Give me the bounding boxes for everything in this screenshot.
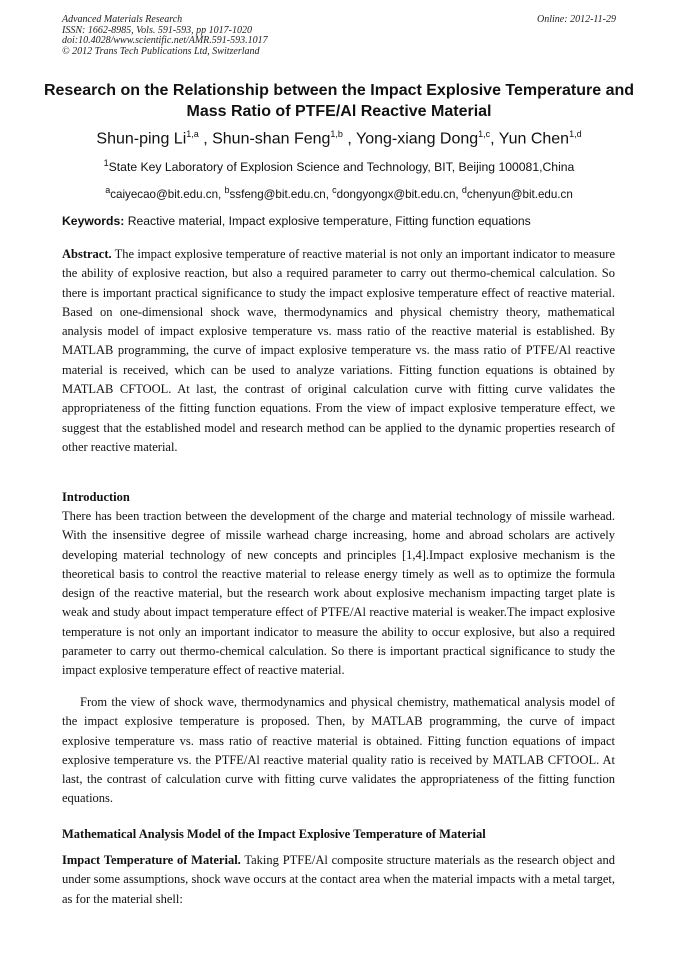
email-mark: d	[461, 185, 467, 195]
paper-title: Research on the Relationship between the Impact Explosive Temperature and Mass Ratio of PTFE/Al Reactive Material	[43, 82, 635, 120]
issn-line: ISSN: 1662-8985, Vols. 591-593, pp 1017-1020	[62, 24, 252, 36]
abstract-label: Abstract.	[62, 247, 112, 261]
introduction-heading: Introduction	[62, 490, 130, 504]
copyright-line: © 2012 Trans Tech Publications Ltd, Switzerland	[62, 45, 260, 57]
abstract	[62, 245, 615, 457]
email-address: caiyecao@bit.edu.cn,	[110, 187, 225, 201]
author-affiliation-mark: 1,b	[330, 129, 343, 139]
keywords-label: Keywords:	[62, 214, 125, 228]
keywords	[62, 213, 622, 229]
email-mark: a	[105, 185, 111, 195]
author-separator: ,	[342, 130, 356, 148]
email-address: dongyongx@bit.edu.cn,	[336, 187, 462, 201]
section-text: Taking PTFE/Al composite structure materials as the research object and under some assumptions, shock wave occurs at the contact area when the material impacts with a metal target, as for the material shell:	[62, 853, 615, 906]
affiliation	[40, 155, 638, 175]
doi-line: doi:10.4028/www.scientific.net/AMR.591-593.1017	[62, 35, 268, 46]
author-name: Yun Chen	[498, 130, 570, 148]
email-list	[30, 182, 648, 203]
keywords-text: Reactive material, Impact explosive temperature, Fitting function equations	[124, 214, 531, 228]
introduction-paragraph-2: From the view of shock wave, thermodynamics and physical chemistry, mathematical analysis model of the impact explosive temperature is proposed. Then, by MATLAB programming, the curve of impact explosive temperature vs. mass ratio of reactive material is obtained. Fitting function equations of impact explosive temperature vs. the PTFE/Al reactive material quality ratio is received by MATLAB CFTOOL. At last, the contrast of calculation curve with fitting curve validates the appropriateness of the fitting function equations.	[62, 695, 615, 806]
abstract-text: The impact explosive temperature of reactive material is not only an important indicator to measure the ability of explosive reaction, but also a required parameter to carry out thermo-chemical calculation. So there is important practical significance to study the impact explosive temperature effect of reactive material. Based on one-dimensional shock wave, thermodynamics and physical chemistry theory, mathematical analysis model of impact explosive temperature vs. mass ratio of the reactive material is established. By MATLAB programming, the curve of impact explosive temperature vs. the mass ratio of PTFE/Al reactive material is received, which can be used to analyze variations. Fitting function equations is obtained by MATLAB CFTOOL. At last, the contrast of original calculation curve with fitting curve validates the appropriateness of the fitting function equations. From the view of impact explosive temperature effect, we suggest that the established model and research method can be applied to the dynamic properties research of other reactive material.	[62, 247, 615, 454]
email-address: ssfeng@bit.edu.cn,	[229, 187, 333, 201]
email-mark: b	[224, 185, 230, 195]
author-name: Shun-ping Li	[96, 130, 187, 148]
affiliation-text: State Key Laboratory of Explosion Science and Technology, BIT, Beijing 100081,China	[108, 160, 575, 175]
introduction-paragraph-1: There has been traction between the development of the charge and material technology of missile warhead. With the insensitive degree of missile warhead charge increasing, home and abroad scholars are actively developing material technology of new concepts and principles [1,4].Impact explosive mechanism is the theoretical basis to control the reactive material to release energy timely as well as to optimize the formula design of the reactive material, but the research work about explosive mechanism impacting target plate is weak and study about impact temperature effect of PTFE/Al reactive material is weaker.The impact explosive temperature is not only an important indicator to measure the ability to occur explosive, but also a required parameter to carry out thermo-chemical calculation. So there is important practical significance to study the impact explosive temperature effect of reactive material.	[62, 509, 615, 678]
affiliation-mark: 1	[103, 158, 109, 168]
section-paragraph	[62, 851, 615, 909]
author-list	[40, 124, 638, 149]
email-mark: c	[332, 185, 337, 195]
author-affiliation-mark: 1,a	[186, 129, 199, 139]
section-heading: Mathematical Analysis Model of the Impact Explosive Temperature of Material	[62, 827, 486, 841]
subsection-label: Impact Temperature of Material.	[62, 853, 241, 867]
journal-name: Advanced Materials Research	[62, 14, 183, 25]
journal-header	[62, 15, 616, 57]
author-name: Shun-shan Feng	[212, 130, 331, 148]
author-affiliation-mark: 1,d	[569, 129, 582, 139]
email-address: chenyun@bit.edu.cn	[466, 187, 573, 201]
author-separator: ,	[490, 130, 499, 148]
online-date: Online: 2012-11-29	[537, 14, 616, 25]
author-affiliation-mark: 1,c	[478, 129, 491, 139]
author-separator: ,	[198, 130, 213, 148]
author-name: Yong-xiang Dong	[355, 130, 479, 148]
